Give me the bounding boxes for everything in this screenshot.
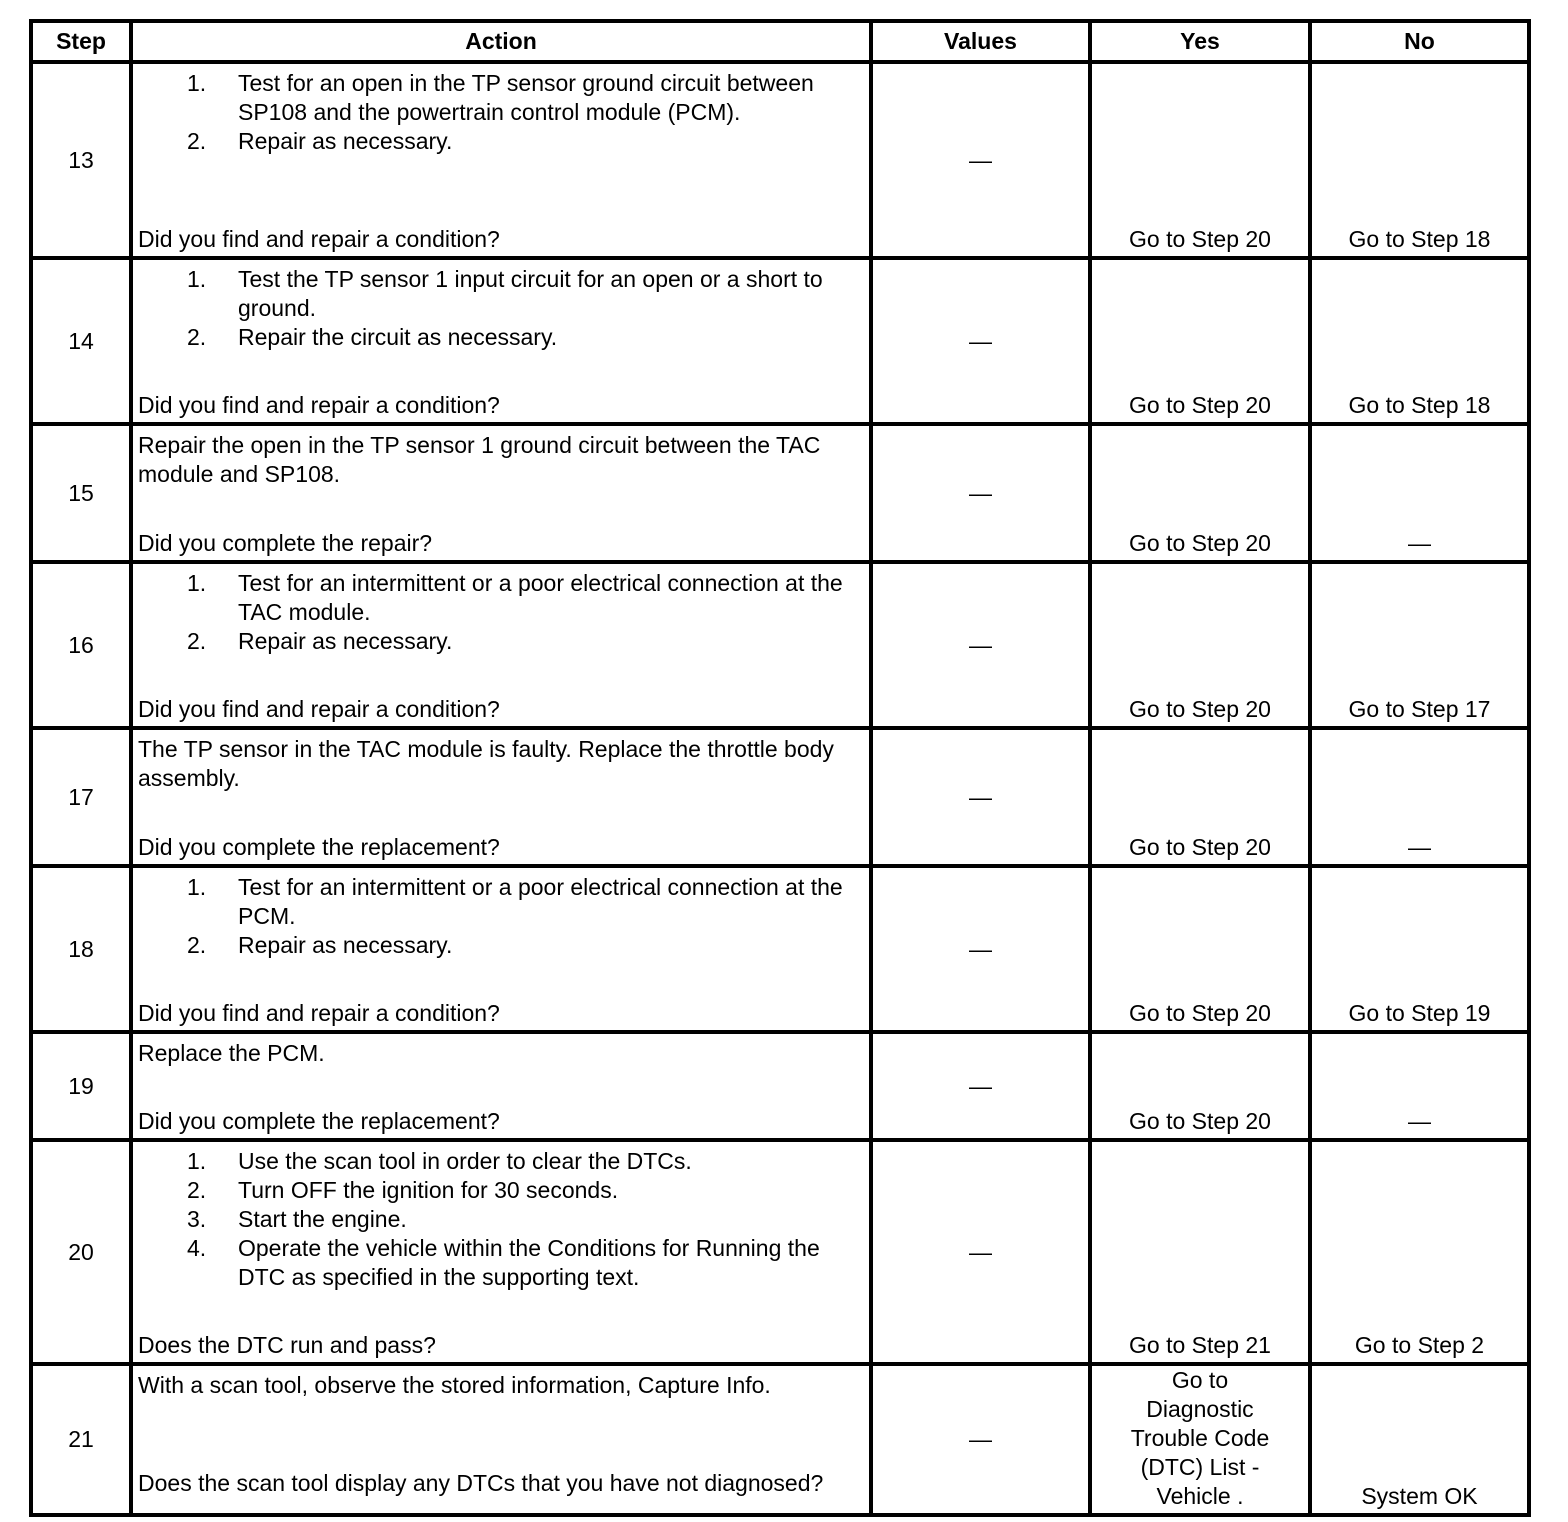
action-cell <box>131 728 871 866</box>
table-row <box>31 1364 1529 1515</box>
list-item-number: 2. <box>187 932 207 958</box>
header-step: Step <box>31 21 131 62</box>
no-cell: — <box>1310 1032 1529 1140</box>
list-item <box>138 931 865 960</box>
action-list <box>138 265 865 352</box>
yes-cell: Go to Step 20 <box>1090 562 1310 728</box>
yes-cell: Go to Step 21 <box>1090 1140 1310 1364</box>
list-item <box>138 1147 865 1176</box>
list-item-number: 1. <box>187 874 207 900</box>
values-cell: — <box>871 866 1090 1032</box>
list-item <box>138 265 865 323</box>
action-text: The TP sensor in the TAC module is faulty. Replace the throttle body assembly. <box>138 736 834 791</box>
action-question: Did you find and repair a condition? <box>138 226 500 252</box>
table-row <box>31 258 1529 424</box>
list-item <box>138 1176 865 1205</box>
list-item-text: Test for an open in the TP sensor ground circuit between SP108 and the powertrain control module (PCM). <box>238 70 814 125</box>
table-row <box>31 62 1529 258</box>
action-question: Does the scan tool display any DTCs that you have not diagnosed? <box>138 1470 824 1496</box>
yes-cell: Go to Step 20 <box>1090 424 1310 562</box>
list-item-text: Use the scan tool in order to clear the DTCs. <box>238 1148 692 1174</box>
action-question: Does the DTC run and pass? <box>138 1332 436 1358</box>
header-action: Action <box>131 21 871 62</box>
values-cell: — <box>871 1364 1090 1515</box>
no-cell: Go to Step 2 <box>1310 1140 1529 1364</box>
list-item-number: 2. <box>187 1177 207 1203</box>
table-row <box>31 1140 1529 1364</box>
values-cell: — <box>871 728 1090 866</box>
action-cell <box>131 1032 871 1140</box>
list-item-text: Operate the vehicle within the Conditions for Running the DTC as specified in the supporting text. <box>238 1235 820 1290</box>
action-question: Did you find and repair a condition? <box>138 392 500 418</box>
step-number: 18 <box>31 866 131 1032</box>
list-item <box>138 569 865 627</box>
list-item-text: Repair as necessary. <box>238 628 453 654</box>
list-item-text: Turn OFF the ignition for 30 seconds. <box>238 1177 619 1203</box>
table-row <box>31 1032 1529 1140</box>
header-no: No <box>1310 21 1529 62</box>
action-cell <box>131 1364 871 1515</box>
action-cell <box>131 562 871 728</box>
step-number: 16 <box>31 562 131 728</box>
header-yes: Yes <box>1090 21 1310 62</box>
list-item-number: 4. <box>187 1235 207 1261</box>
list-item-number: 1. <box>187 570 207 596</box>
yes-cell: Go to Step 20 <box>1090 728 1310 866</box>
action-question: Did you complete the replacement? <box>138 1108 500 1134</box>
action-cell <box>131 424 871 562</box>
list-item-number: 3. <box>187 1206 207 1232</box>
values-cell: — <box>871 424 1090 562</box>
table-body <box>31 62 1529 1515</box>
step-number: 20 <box>31 1140 131 1364</box>
no-cell: Go to Step 18 <box>1310 62 1529 258</box>
no-cell: Go to Step 17 <box>1310 562 1529 728</box>
action-cell <box>131 258 871 424</box>
step-number: 17 <box>31 728 131 866</box>
step-number: 14 <box>31 258 131 424</box>
action-cell <box>131 1140 871 1364</box>
action-text: Repair the open in the TP sensor 1 ground circuit between the TAC module and SP108. <box>138 432 821 487</box>
list-item-number: 2. <box>187 324 207 350</box>
list-item-text: Start the engine. <box>238 1206 407 1232</box>
values-cell: — <box>871 1140 1090 1364</box>
list-item-number: 2. <box>187 628 207 654</box>
list-item <box>138 873 865 931</box>
no-cell: — <box>1310 424 1529 562</box>
step-number: 21 <box>31 1364 131 1515</box>
values-cell: — <box>871 62 1090 258</box>
list-item-text: Repair the circuit as necessary. <box>238 324 558 350</box>
action-cell <box>131 62 871 258</box>
header-row <box>31 21 1529 62</box>
yes-cell: Go to Diagnostic Trouble Code (DTC) List - Vehicle . <box>1090 1364 1310 1515</box>
diagnostic-table <box>29 19 1531 1517</box>
no-cell: System OK <box>1310 1364 1529 1515</box>
values-cell: — <box>871 1032 1090 1140</box>
list-item <box>138 323 865 352</box>
table-row <box>31 562 1529 728</box>
list-item-number: 1. <box>187 70 207 96</box>
action-question: Did you complete the replacement? <box>138 834 500 860</box>
list-item-number: 2. <box>187 128 207 154</box>
no-cell: Go to Step 19 <box>1310 866 1529 1032</box>
list-item-text: Test the TP sensor 1 input circuit for an open or a short to ground. <box>238 266 823 321</box>
table-row <box>31 728 1529 866</box>
list-item <box>138 1205 865 1234</box>
no-cell: — <box>1310 728 1529 866</box>
list-item-text: Repair as necessary. <box>238 128 453 154</box>
table-row <box>31 424 1529 562</box>
header-values: Values <box>871 21 1090 62</box>
list-item <box>138 1234 865 1292</box>
action-question: Did you complete the repair? <box>138 530 433 556</box>
step-number: 15 <box>31 424 131 562</box>
list-item-text: Repair as necessary. <box>238 932 453 958</box>
list-item <box>138 127 865 156</box>
action-question: Did you find and repair a condition? <box>138 696 500 722</box>
action-text: With a scan tool, observe the stored information, Capture Info. <box>138 1372 771 1398</box>
action-cell <box>131 866 871 1032</box>
step-number: 19 <box>31 1032 131 1140</box>
list-item-number: 1. <box>187 1148 207 1174</box>
action-text: Replace the PCM. <box>138 1040 325 1066</box>
values-cell: — <box>871 258 1090 424</box>
action-question: Did you find and repair a condition? <box>138 1000 500 1026</box>
list-item-text: Test for an intermittent or a poor electrical connection at the PCM. <box>238 874 843 929</box>
yes-cell: Go to Step 20 <box>1090 258 1310 424</box>
list-item-number: 1. <box>187 266 207 292</box>
action-list <box>138 569 865 656</box>
list-item <box>138 627 865 656</box>
list-item-text: Test for an intermittent or a poor electrical connection at the TAC module. <box>238 570 843 625</box>
step-number: 13 <box>31 62 131 258</box>
action-list <box>138 1147 865 1292</box>
table-row <box>31 866 1529 1032</box>
action-list <box>138 69 865 156</box>
list-item <box>138 69 865 127</box>
values-cell: — <box>871 562 1090 728</box>
action-list <box>138 873 865 960</box>
yes-cell: Go to Step 20 <box>1090 62 1310 258</box>
no-cell: Go to Step 18 <box>1310 258 1529 424</box>
yes-cell: Go to Step 20 <box>1090 866 1310 1032</box>
yes-cell: Go to Step 20 <box>1090 1032 1310 1140</box>
